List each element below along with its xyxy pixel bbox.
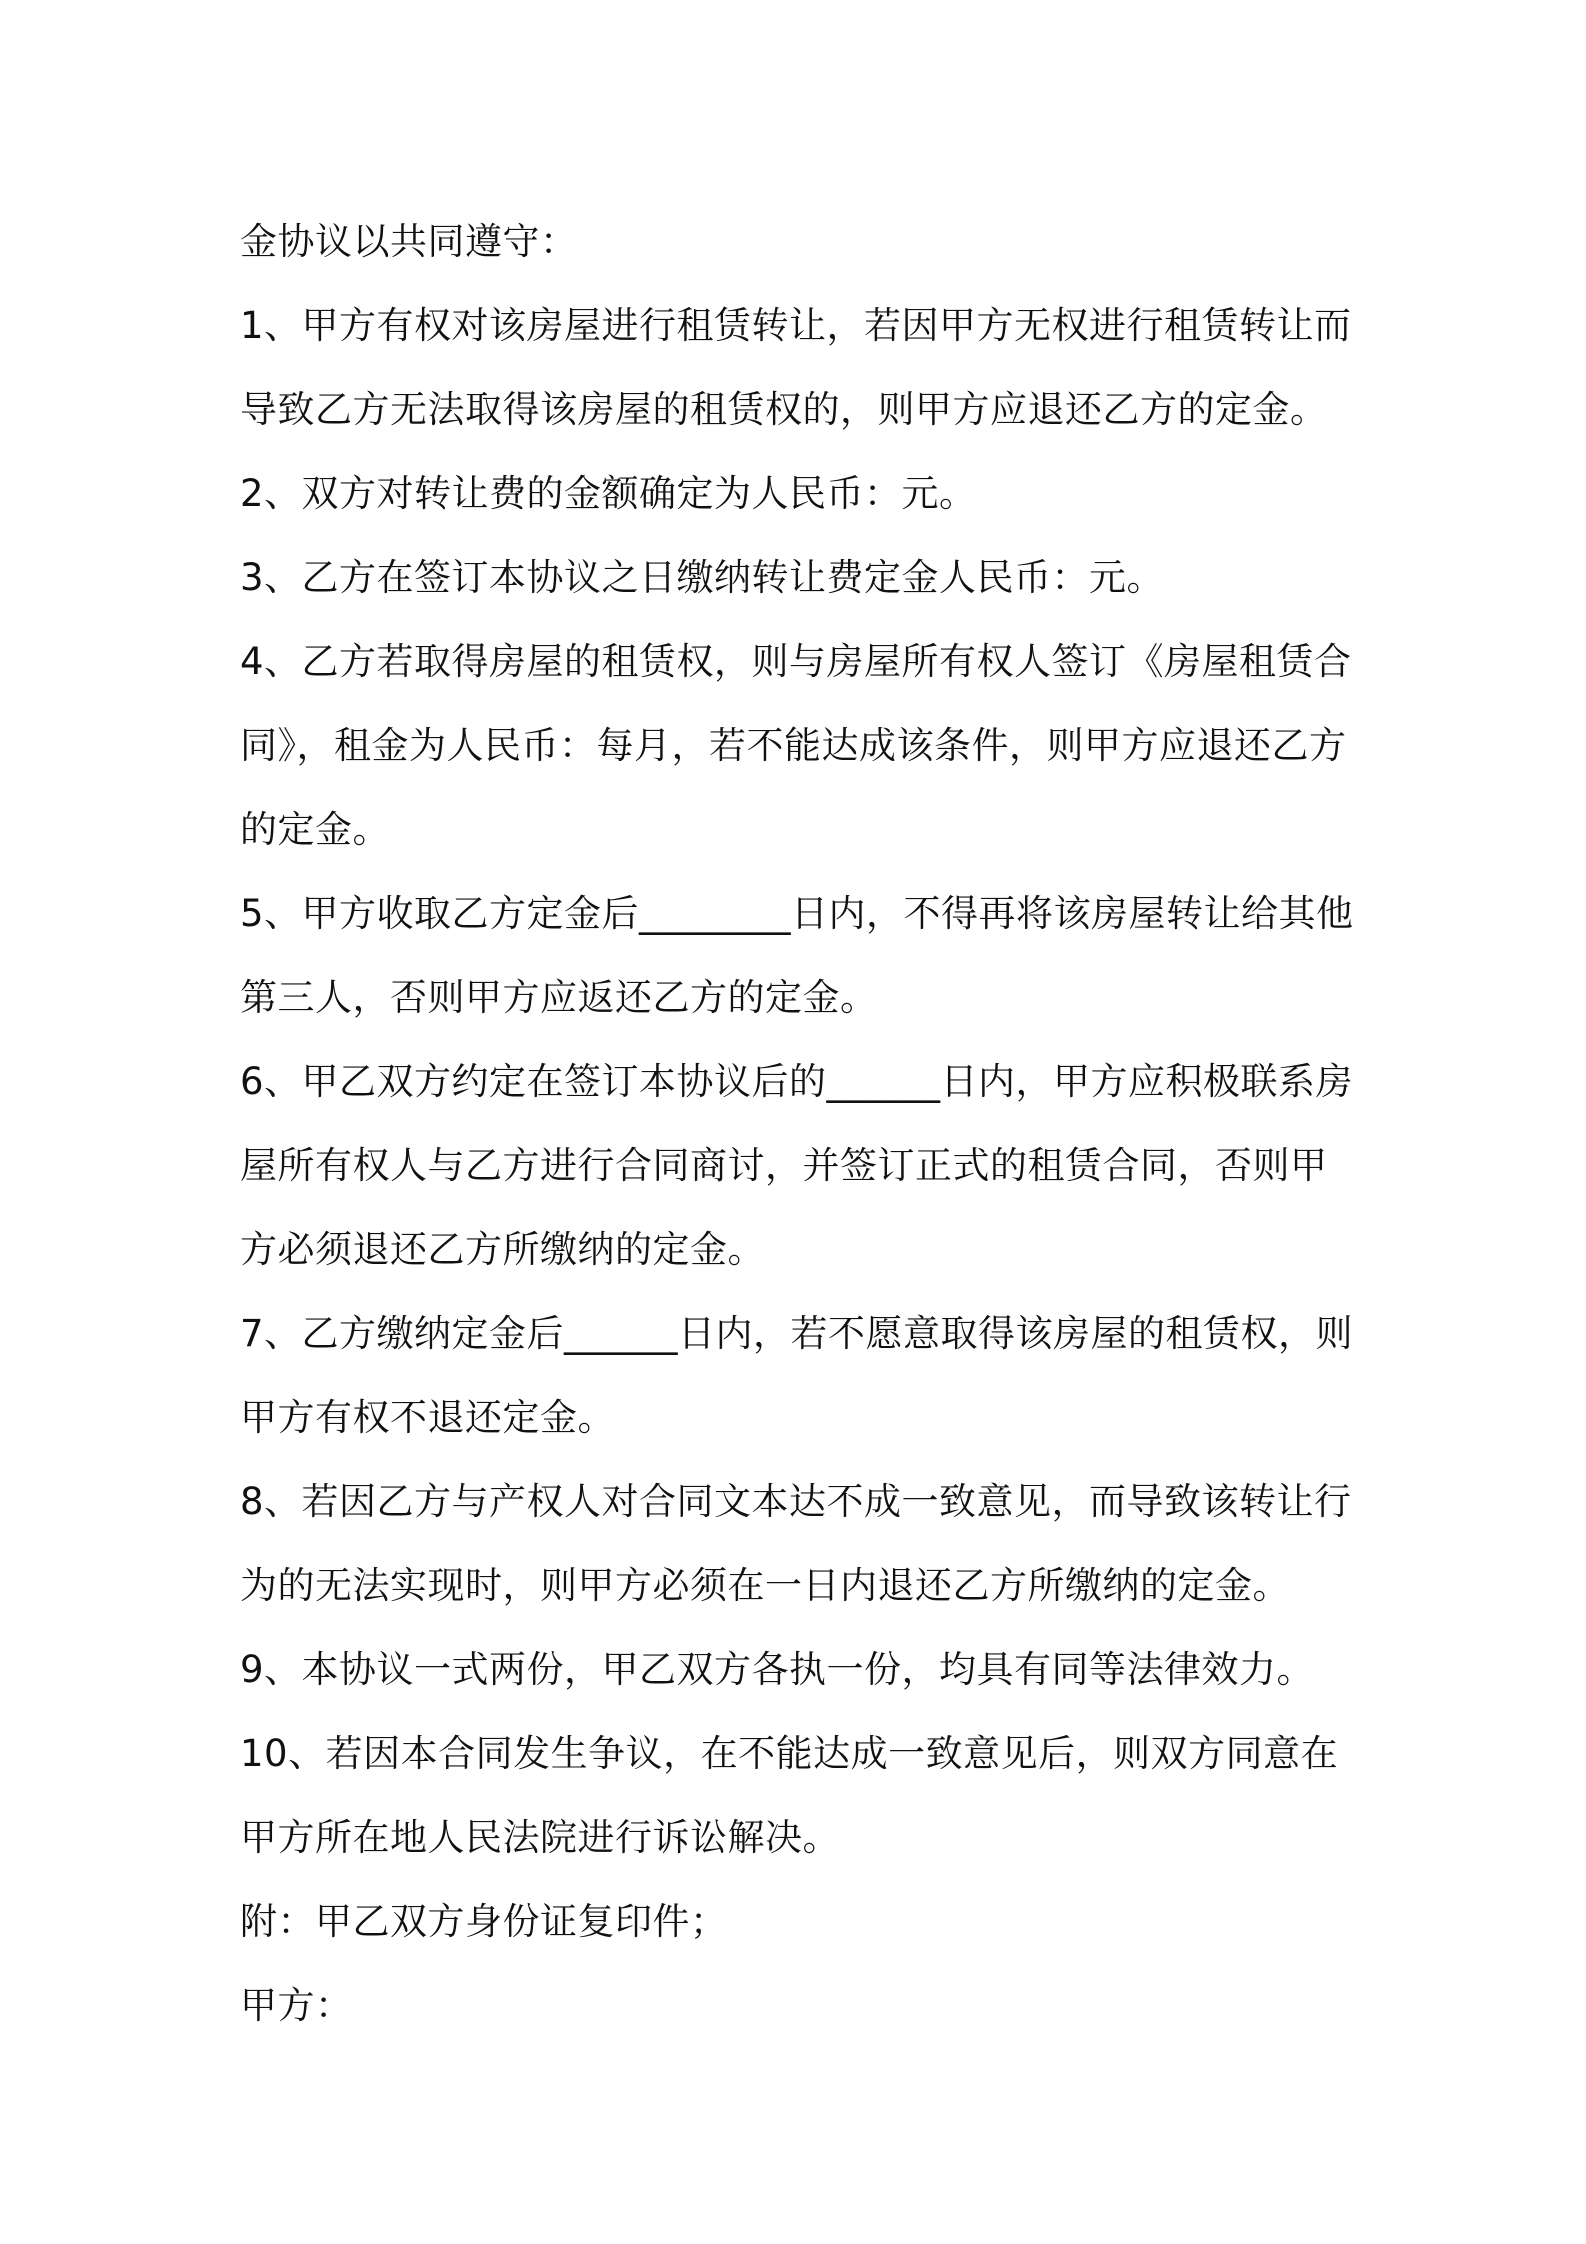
clause-8: 8、若因乙方与产权人对合同文本达不成一致意见，而导致该转让行为的无法实现时，则甲方必须在一日内退还乙方所缴纳的定金。 — [240, 1480, 1352, 1607]
clause-1: 1、甲方有权对该房屋进行租赁转让，若因甲方无权进行租赁转让而导致乙方无法取得该房屋的租赁权的，则甲方应退还乙方的定金。 — [240, 304, 1352, 431]
clause-5: 5、甲方收取乙方定金后________日内，不得再将该房屋转让给其他第三人，否则甲方应返还乙方的定金。 — [240, 892, 1354, 1019]
clause-7: 7、乙方缴纳定金后______日内，若不愿意取得该房屋的租赁权，则甲方有权不退还定金。 — [240, 1312, 1354, 1439]
attachment-note: 附：甲乙双方身份证复印件； — [240, 1900, 728, 1943]
clause-4: 4、乙方若取得房屋的租赁权，则与房屋所有权人签订《房屋租赁合同》，租金为人民币：每月，若不能达成该条件，则甲方应退还乙方的定金。 — [240, 640, 1352, 851]
clause-6: 6、甲乙双方约定在签订本协议后的______日内，甲方应积极联系房屋所有权人与乙方进行合同商讨，并签订正式的租赁合同，否则甲方必须退还乙方所缴纳的定金。 — [240, 1060, 1354, 1271]
party-a-label: 甲方： — [240, 1984, 353, 2027]
clause-2: 2、双方对转让费的金额确定为人民币：元。 — [240, 472, 977, 515]
clause-3: 3、乙方在签订本协议之日缴纳转让费定金人民币：元。 — [240, 556, 1165, 599]
clause-10: 10、若因本合同发生争议，在不能达成一致意见后，则双方同意在甲方所在地人民法院进行诉讼解决。 — [240, 1732, 1339, 1859]
clause-9: 9、本协议一式两份，甲乙双方各执一份，均具有同等法律效力。 — [240, 1648, 1315, 1691]
document-body — [240, 200, 1360, 2048]
paragraph-intro: 金协议以共同遵守： — [240, 220, 578, 263]
